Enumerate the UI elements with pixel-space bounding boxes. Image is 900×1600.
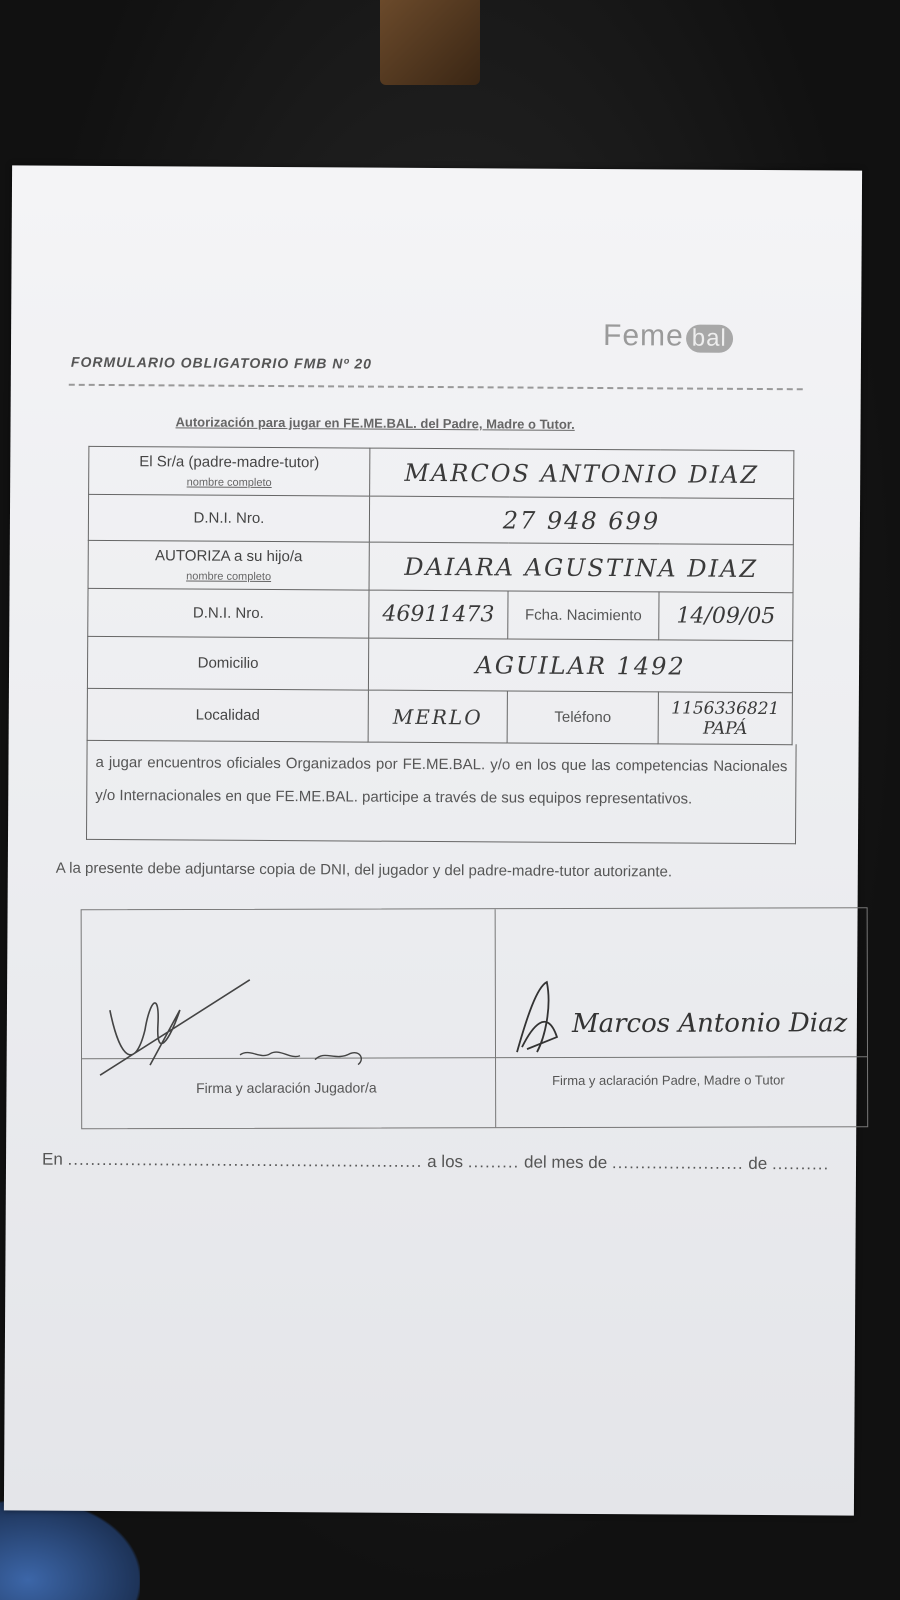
logo-badge: bal	[686, 325, 733, 353]
parent-signature-name: Marcos Antonio Diaz	[571, 1008, 848, 1040]
form-sheet	[4, 165, 862, 1515]
phone-field[interactable]	[658, 692, 792, 745]
blue-fabric	[0, 1500, 140, 1600]
logo-text: Feme	[602, 319, 684, 353]
birth-date-value: 14/09/05	[676, 603, 776, 630]
child-name-field[interactable]	[369, 542, 793, 593]
signature-divider	[495, 909, 497, 1127]
date-de-label: de	[748, 1153, 768, 1174]
child-dni-field[interactable]	[369, 590, 508, 639]
player-signature-drawing	[90, 969, 390, 1080]
city-value: MERLO	[392, 704, 483, 729]
parent-signature-drawing	[507, 977, 577, 1057]
date-a-los-label: a los	[427, 1151, 464, 1172]
phone-label: Teléfono	[507, 691, 658, 744]
femebal-logo	[603, 319, 733, 354]
parent-dni-field[interactable]	[369, 496, 793, 545]
place-date-line	[42, 1150, 829, 1175]
date-mes-label: del mes de	[523, 1152, 608, 1173]
date-en-label: En	[41, 1149, 63, 1169]
child-name-value: DAIARA AGUSTINA DIAZ	[404, 552, 759, 583]
form-subtitle: Autorización para jugar en FE.ME.BAL. del Padre, Madre o Tutor.	[175, 414, 575, 432]
address-field[interactable]	[368, 638, 792, 693]
table-row	[88, 588, 793, 640]
child-name-label-cell	[88, 540, 369, 590]
address-value: AGUILAR 1492	[475, 650, 686, 681]
child-label: AUTORIZA a su hijo/a	[155, 547, 303, 566]
parent-dni-value: 27 948 699	[502, 505, 661, 535]
day-blank[interactable]: .........	[467, 1152, 520, 1172]
parent-sublabel: nombre completo	[186, 476, 272, 490]
birth-date-label: Fcha. Nacimiento	[508, 591, 659, 640]
authorization-table	[87, 446, 795, 745]
month-blank[interactable]: .......................	[611, 1153, 744, 1173]
signature-box	[81, 907, 869, 1129]
table-row	[89, 446, 794, 498]
child-sublabel: nombre completo	[186, 570, 272, 584]
table-row	[88, 494, 793, 544]
child-dni-value: 46911473	[382, 601, 495, 628]
parent-signature-label: Firma y aclaración Padre, Madre o Tutor	[552, 1072, 785, 1089]
parent-label: El Sr/a (padre-madre-tutor)	[139, 453, 320, 472]
city-label: Localidad	[87, 688, 368, 742]
wooden-object	[380, 0, 480, 85]
table-row	[87, 688, 792, 744]
place-blank[interactable]: ..............................................................	[67, 1149, 423, 1171]
table-row	[88, 540, 793, 592]
address-label: Domicilio	[87, 636, 368, 690]
parent-name-value: MARCOS ANTONIO DIAZ	[404, 458, 760, 489]
authorization-text: a jugar encuentros oficiales Organizados por FE.ME.BAL. y/o en los que las competencias Nacionales y/o Internacionales en que FE.ME.BAL. participe a través de sus equipos representativos.	[86, 740, 797, 844]
player-signature-label: Firma y aclaración Jugador/a	[196, 1079, 377, 1096]
parent-name-field[interactable]	[370, 448, 794, 499]
table-row	[87, 636, 792, 692]
attachment-note: A la presente debe adjuntarse copia de DNI, del jugador y del padre-madre-tutor autorizante.	[55, 859, 673, 881]
title-divider	[69, 384, 803, 390]
child-dni-label: D.N.I. Nro.	[88, 588, 369, 638]
form-title: FORMULARIO OBLIGATORIO FMB Nº 20	[70, 353, 373, 372]
year-blank[interactable]: ..........	[771, 1154, 830, 1174]
birth-date-field[interactable]	[659, 592, 793, 641]
city-field[interactable]	[368, 690, 507, 743]
phone-value: 1156336821 PAPÁ	[671, 697, 780, 739]
parent-name-label-cell	[89, 446, 370, 496]
parent-dni-label: D.N.I. Nro.	[88, 494, 369, 542]
